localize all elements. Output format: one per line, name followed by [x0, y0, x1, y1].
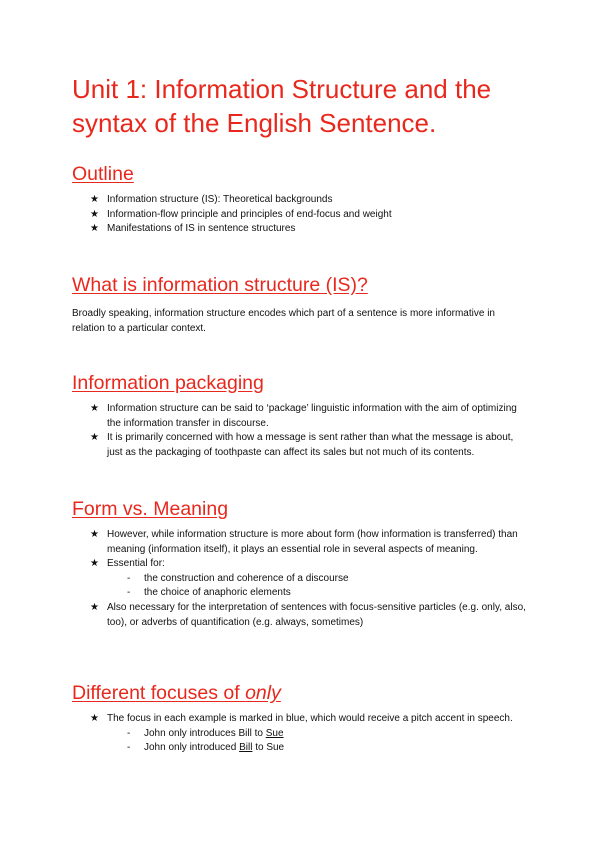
packaging-heading: Information packaging	[72, 372, 264, 394]
outline-list	[90, 193, 530, 237]
focuses-heading: Different focuses of only	[72, 682, 281, 704]
what-is-heading: What is information structure (IS)?	[72, 274, 368, 296]
example-item: - John only introduced Bill to Sue	[107, 741, 530, 756]
focus-word: Sue	[265, 727, 284, 739]
star-bullet-icon: ★	[90, 601, 99, 613]
list-item: ★ Also necessary for the interpretation of sentences with focus-sensitive particles (e.g. only, also, too), or adverbs of quantification (e.g. always, sometimes)	[90, 601, 526, 628]
star-bullet-icon: ★	[90, 194, 99, 205]
list-item: ★ Information structure (IS): Theoretical backgrounds	[90, 193, 530, 208]
packaging-list	[90, 402, 530, 460]
form-meaning-heading: Form vs. Meaning	[72, 498, 229, 520]
dash-bullet-icon: -	[127, 572, 131, 584]
star-bullet-icon: ★	[90, 208, 99, 220]
star-bullet-icon: ★	[90, 558, 99, 570]
what-is-paragraph: Broadly speaking, information structure encodes which part of a sentence is more informative in relation to a particular context.	[72, 308, 495, 334]
sub-list-item: - the construction and coherence of a discourse	[107, 572, 530, 587]
example-item: - John only introduces Bill to Sue	[107, 727, 530, 742]
focus-word: Bill	[239, 742, 253, 754]
list-item: ★ Information-flow principle and principles of end-focus and weight	[90, 208, 530, 223]
list-item: ★ Essential for: - the construction and coherence of a discourse - the choice of anaphoric elements	[90, 557, 530, 601]
list-item: ★ It is primarily concerned with how a message is sent rather than what the message is about, just as the packaging of toothpaste can affect its sales but not much of its contents.	[90, 432, 514, 458]
dash-bullet-icon: -	[127, 727, 131, 739]
list-item: ★ The focus in each example is marked in blue, which would receive a pitch accent in speech. - John only introduces Bill to Sue - John only introduced Bill to Sue	[90, 712, 530, 756]
list-item: ★ However, while information structure is more about form (how information is transferred) than meaning (information itself), it plays an essential role in several aspects of meaning.	[90, 529, 518, 555]
examples-sublist	[107, 727, 530, 756]
essential-sublist	[107, 572, 530, 601]
sub-list-item: - the choice of anaphoric elements	[107, 586, 530, 601]
star-bullet-icon: ★	[90, 529, 99, 540]
form-meaning-list	[90, 528, 530, 630]
outline-heading: Outline	[72, 163, 134, 185]
star-bullet-icon: ★	[90, 713, 99, 724]
page-title: Unit 1: Information Structure and the syntax of the English Sentence.	[72, 74, 492, 138]
focuses-list	[90, 712, 530, 756]
list-item: ★ Information structure can be said to ‘package’ linguistic information with the aim of optimizing the information transfer in discourse.	[90, 403, 517, 429]
focuses-heading-emphasis: only	[245, 682, 281, 704]
star-bullet-icon: ★	[90, 403, 99, 414]
dash-bullet-icon: -	[127, 742, 131, 754]
dash-bullet-icon: -	[127, 587, 131, 599]
star-bullet-icon: ★	[90, 432, 99, 444]
star-bullet-icon: ★	[90, 223, 99, 235]
list-item: ★ Manifestations of IS in sentence structures	[90, 222, 530, 237]
